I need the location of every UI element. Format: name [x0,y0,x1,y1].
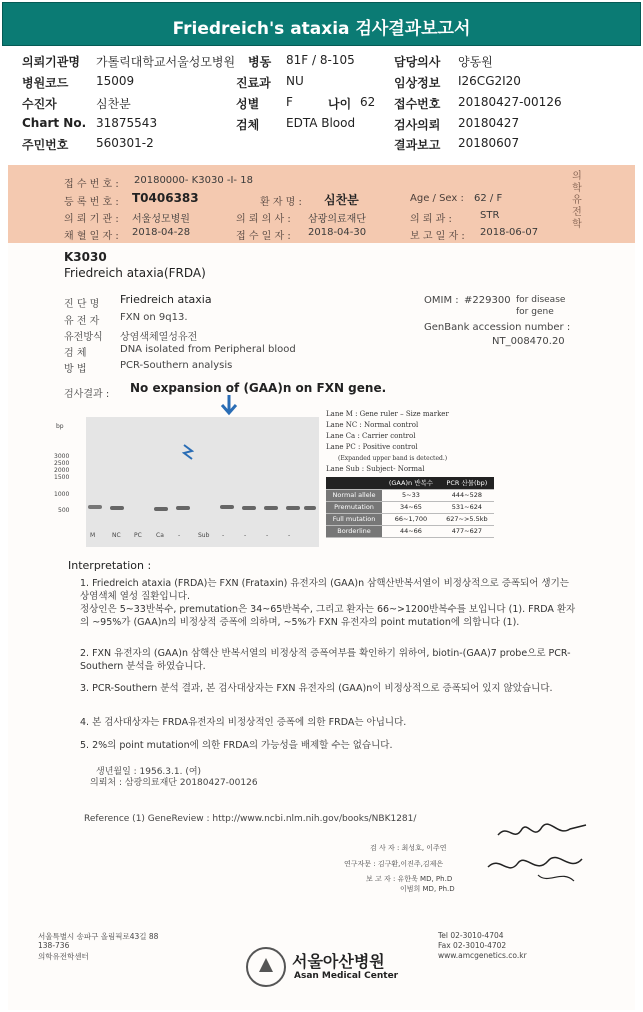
field-value: 삼광의료재단 [308,214,366,225]
gel-band [154,507,168,511]
info-key: 검사의뢰 [394,118,441,132]
result-value: No expansion of (GAA)n on FXN gene. [130,381,387,395]
scanned-report [8,165,635,1010]
report-title: Friedreich's ataxia 검사결과보고서 [172,19,471,39]
table-cell: 627~>5.5kb [440,513,494,525]
interpretation-paragraph: 4. 본 검사대상자는 FRDA유전자의 비정상적인 증폭에 의한 FRDA는 아닙니다. [80,717,407,728]
field-label: 의 뢰 의 사 : [236,214,291,225]
gel-bp-label: bp [56,423,64,430]
table-row [326,525,494,537]
info-value: 가톨릭대학교서울성모병원 [96,55,236,69]
birth-date: 생년월일 : 1956.3.1. (여) [96,767,202,777]
info-value: EDTA Blood [286,116,356,130]
info-key: Chart No. [22,116,87,130]
gel-marker-label: 1000 [54,491,70,498]
table-cell: 477~627 [440,525,494,537]
table-cell: 34~65 [382,501,440,513]
info-key: 담당의사 [394,55,441,69]
field-value: PCR-Southern analysis [120,360,233,371]
staff-line: 연구자문 : 김구환,이진주,김제은 [344,860,444,868]
requester: 의뢰처 : 삼광의료재단 20180427-00126 [90,778,258,788]
info-key: 병동 [248,55,272,69]
table-cell: Borderline [326,525,382,537]
field-value: FXN on 9q13. [120,312,188,323]
field-value: 2018-04-30 [308,227,367,238]
legend-item: Lane Sub : Subject- Normal [326,465,425,473]
info-value: 62 [360,95,376,109]
gel-image [54,417,319,547]
field-value: 서울성모병원 [132,214,190,225]
gel-band [88,505,102,509]
gel-legend [326,409,449,475]
gel-lane-label: NC [112,532,121,539]
gel-lane-label: - [266,532,269,539]
staff-line: 검 사 자 : 최성호, 이주연 [370,844,447,852]
interpretation-title: Interpretation : [68,559,152,572]
info-value: 560301-2 [96,136,154,150]
contact-line: www.amcgenetics.co.kr [438,951,527,960]
field-label: 접 수 일 자 : [236,231,291,242]
field-label: 보 고 일 자 : [410,231,465,242]
address-line: 서울특별시 송파구 올림픽로43길 88 [38,932,159,941]
omim-label: OMIM : [424,295,459,306]
staff-line: 보 고 자 : 유한욱 MD, Ph.D [366,875,453,883]
arrow-down-icon [220,395,238,417]
table-header: (GAA)n 반복수 [382,477,440,489]
gel-lane-label: Ca [156,532,164,539]
info-value: 심찬분 [96,97,131,111]
info-key: 나이 [328,97,352,111]
signature-image [478,815,598,895]
interpretation-paragraph: 3. PCR-Southern 분석 결과, 본 검사대상자는 FXN 유전자의 (GAA)n이 비정상적으로 증폭되어 있지 않았습니다. [80,683,553,694]
interpretation-paragraph: 2. FXN 유전자의 (GAA)n 삼핵산 반복서열의 비정상적 증폭여부를 확인하기 위하여, biotin-(GAA)7 probe으로 PCR-Southern 분석을 하였습니다. [80,648,571,672]
field-label: 방 법 [64,364,87,375]
patient-name: 심찬분 [324,193,359,207]
gel-lane-label: - [244,532,247,539]
field-value: DNA isolated from Peripheral blood [120,344,296,355]
gel-band [264,506,278,510]
gel-band [304,506,316,510]
info-key: 성별 [236,97,260,111]
info-value: F [286,95,293,109]
hospital-name-en: Asan Medical Center [294,971,399,981]
test-name: Friedreich ataxia(FRDA) [64,266,206,280]
gel-lane-label: M [90,532,96,539]
gel-lane-label: - [178,532,181,539]
interpretation-paragraph: 5. 2%의 point mutation에 의한 FRDA의 가능성을 배제할 수는 없습니다. [80,740,393,751]
interpretation-paragraph: 1. Friedreich ataxia (FRDA)는 FXN (Frataxin) 유전자의 (GAA)n 삼핵산반복서열이 비정상적으로 증폭되어 생기는 상염색체 열성 질환입니다. [80,578,569,602]
report-footer [8,915,635,1010]
interpretation-paragraph: 정상인은 5~33반복수, premutation은 34~65반복수, 그리고 환자는 66~>1200반복수를 보입니다 (1). FRDA 환자의 ~95%가 (GAA)n의 비정상적 증폭에 의하며, ~5%가 FXN 유전자의 point mutation에 의합니다 (1). [80,604,576,628]
field-value: 20180000- K3030 -I- 18 [134,175,253,186]
omim-note: for gene [516,307,554,317]
info-key: 임상정보 [394,76,441,90]
genbank-label: GenBank accession number : [424,322,571,333]
table-cell: 66~1,700 [382,513,440,525]
field-label: Age / Sex : [410,193,464,204]
info-key: 병원코드 [22,76,69,90]
field-label: 환 자 명 : [260,197,302,208]
gel-band [220,505,234,509]
field-value: STR [480,210,500,221]
info-key: 검체 [236,118,260,132]
gel-band [242,506,256,510]
table-cell: 44~66 [382,525,440,537]
gel-lane-label: - [288,532,291,539]
info-value: 15009 [96,74,135,88]
table-row [326,513,494,525]
table-cell: Normal allele [326,489,382,501]
report-title-bar [2,2,641,46]
info-value: 31875543 [96,116,158,130]
omim-note: for disease [516,295,566,305]
zigzag-arrow-icon [182,443,194,461]
info-value: 20180427-00126 [458,95,562,109]
info-value: 20180427 [458,116,520,130]
info-key: 접수번호 [394,97,441,111]
field-label: 채 혈 일 자 : [64,231,119,242]
diagnosis-value: Friedreich ataxia [120,293,212,306]
hospital-name-ko: 서울아산병원 [292,952,385,971]
field-label: 의 뢰 과 : [410,214,452,225]
table-header: PCR 산물(bp) [440,477,494,489]
legend-item: Lane Ca : Carrier control [326,432,416,440]
info-value: 20180607 [458,136,520,150]
field-value: 62 / F [474,193,503,204]
staff-line: 이범희 MD, Ph.D [400,885,455,893]
contact-line: Tel 02-3010-4704 [438,931,504,940]
info-key: 결과보고 [394,138,441,152]
field-label: 등 록 번 호 : [64,197,119,208]
info-key: 수진자 [22,97,57,111]
gel-marker-label: 2000 [54,467,70,474]
legend-item: Lane PC : Positive control [326,443,418,451]
table-cell: Full mutation [326,513,382,525]
table-header [326,477,382,489]
info-key: 주민번호 [22,138,69,152]
gel-marker-label: 500 [58,507,70,514]
field-label: 검 체 [64,348,87,359]
table-cell: 444~528 [440,489,494,501]
gel-lane-label: Sub [198,532,210,539]
gel-marker-label: 1500 [54,474,70,481]
address-line: 의학유전학센터 [38,952,89,961]
legend-item: Lane NC : Normal control [326,421,419,429]
table-row [326,501,494,513]
field-label: 진 단 명 [64,299,100,310]
test-code: K3030 [64,250,107,264]
omim-value: #229300 [464,295,511,306]
genbank-value: NT_008470.20 [492,336,565,347]
table-row [326,489,494,501]
info-value: I26CG2I20 [458,74,521,88]
registration-number: T0406383 [132,191,199,205]
field-label: 유 전 자 [64,316,100,327]
gel-marker-label: 2500 [54,460,70,467]
gel-marker-label: 3000 [54,453,70,460]
table-cell: 531~624 [440,501,494,513]
reference: Reference (1) GeneReview : http://www.ncbi.nlm.nih.gov/books/NBK1281/ [84,814,417,824]
field-label: 의 뢰 기 관 : [64,214,119,225]
field-value: 2018-06-07 [480,227,539,238]
address-line: 138-736 [38,941,70,950]
result-label: 검사결과 : [64,389,110,400]
field-label: 유전방식 [64,332,103,343]
info-value: 81F / 8-105 [286,53,355,67]
field-label: 접 수 번 호 : [64,179,119,190]
legend-item: (Expanded upper band is detected.) [338,455,448,462]
hospital-logo-icon [246,947,286,987]
table-cell: 5~33 [382,489,440,501]
gel-lane-label: PC [134,532,142,539]
legend-item: Lane M : Gene ruler – Size marker [326,410,449,418]
gel-band [176,506,190,510]
field-value: 2018-04-28 [132,227,191,238]
info-key: 진료과 [236,76,271,90]
gel-lane-label: - [222,532,225,539]
info-key: 의뢰기관명 [22,55,80,69]
field-value: 상염색체열성유전 [120,332,198,343]
gel-band [286,506,300,510]
repeat-range-table [326,477,494,538]
info-value: 양동원 [458,55,493,69]
table-cell: Premutation [326,501,382,513]
contact-line: Fax 02-3010-4702 [438,941,507,950]
side-label: 의학유전학 [572,171,582,230]
info-value: NU [286,74,304,88]
gel-band [110,506,124,510]
